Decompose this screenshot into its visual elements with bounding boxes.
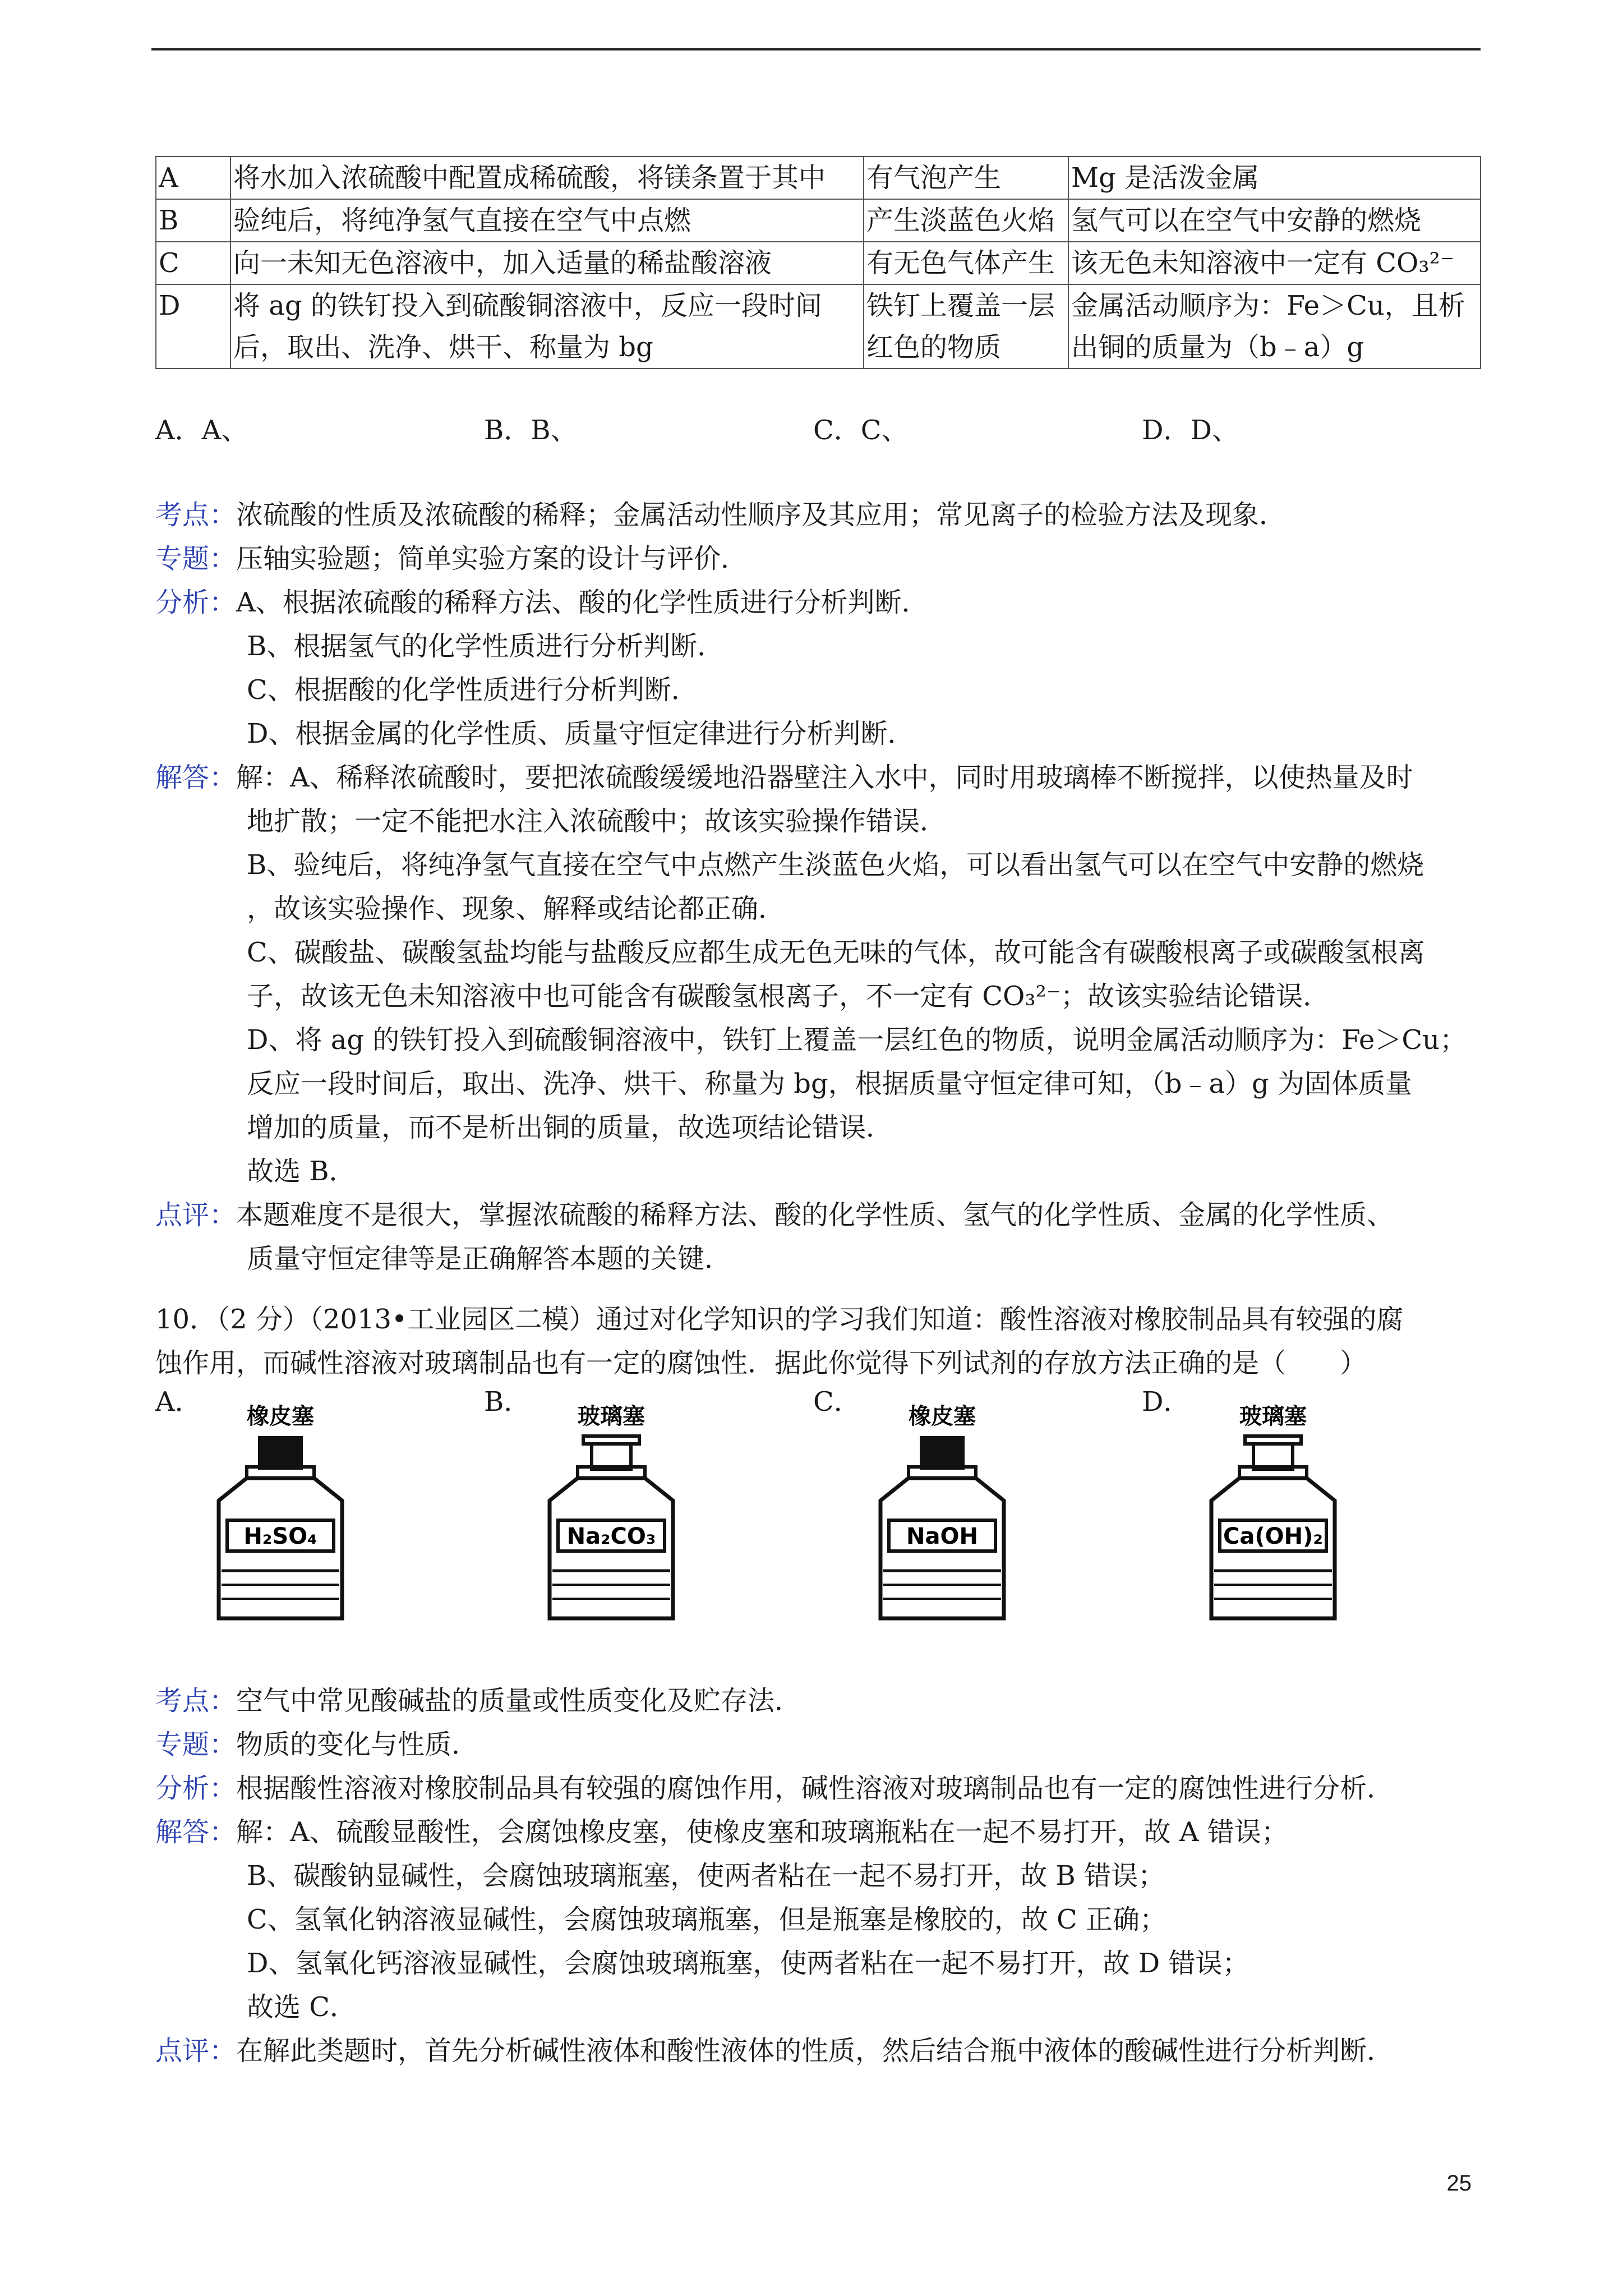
table-row	[156, 284, 1481, 369]
header-rule	[151, 48, 1481, 50]
dianping-text: 在解此类题时，首先分析碱性液体和酸性液体的性质，然后结合瓶中液体的酸碱性进行分析判断．	[236, 2035, 1394, 2067]
bottle-option-b[interactable]	[527, 1402, 695, 1627]
stopper-label: 橡皮塞	[909, 1404, 976, 1429]
bottle-rubber-stopper-icon	[858, 1402, 1026, 1627]
jieda-line: D、氢氧化钙溶液显碱性，会腐蚀玻璃瓶塞，使两者粘在一起不易打开，故 D 错误；	[247, 1948, 1249, 1979]
jieda-line: 故选 C．	[247, 1991, 357, 2023]
conclusion-cell: 金属活动顺序为：Fe＞Cu，且析出铜的质量为（b﹣a）g	[1068, 284, 1481, 369]
zhuanti-text: 压轴实验题；简单实验方案的设计与评价．	[236, 543, 748, 574]
option-cell: D	[156, 284, 230, 369]
jieda-line: 增加的质量，而不是析出铜的质量，故选项结论错误．	[247, 1112, 893, 1143]
fenxi-line: C、根据酸的化学性质进行分析判断．	[247, 674, 698, 706]
answer-option-d[interactable]: D．D、	[1142, 415, 1239, 446]
q10-option-d-letter[interactable]: D．	[1142, 1386, 1191, 1418]
stopper-label: 橡皮塞	[247, 1404, 314, 1429]
fenxi-line: A、根据浓硫酸的稀释方法、酸的化学性质进行分析判断．	[236, 587, 929, 618]
fenxi-line: D、根据金属的化学性质、质量守恒定律进行分析判断．	[247, 718, 915, 749]
table-row	[156, 157, 1481, 199]
kaodian-text: 浓硫酸的性质及浓硫酸的稀释；金属活动性顺序及其应用；常见离子的检验方法及现象．	[236, 499, 1287, 531]
kaodian-label: 考点：	[155, 499, 237, 531]
jieda-line: B、验纯后，将纯净氢气直接在空气中点燃产生淡蓝色火焰，可以看出氢气可以在空气中安静的燃烧	[247, 849, 1424, 881]
jieda-line: 反应一段时间后，取出、洗净、烘干、称量为 bg，根据质量守恒定律可知，（b﹣a）g 为固体质量	[247, 1068, 1413, 1099]
conclusion-cell: 该无色未知溶液中一定有 CO₃²⁻	[1068, 242, 1481, 284]
option-cell: B	[156, 199, 230, 242]
fenxi-line: B、根据氢气的化学性质进行分析判断．	[247, 631, 725, 662]
dianping-label: 点评：	[155, 2035, 237, 2067]
q10-stem-line: 10．（2 分）（2013•工业园区二模）通过对化学知识的学习我们知道：酸性溶液对橡胶制品具有较强的腐	[155, 1304, 1404, 1335]
table-row	[156, 242, 1481, 284]
stopper-label: 玻璃塞	[1239, 1404, 1307, 1429]
kaodian-text: 空气中常见酸碱盐的质量或性质变化及贮存法．	[236, 1685, 802, 1717]
bottle-rubber-stopper-icon	[196, 1402, 365, 1627]
jieda-line: 解：A、硫酸显酸性，会腐蚀橡皮塞，使橡皮塞和玻璃瓶粘在一起不易打开，故 A 错误；	[236, 1816, 1288, 1848]
experiment-table	[155, 156, 1481, 369]
bottle-formula: Na₂CO₃	[566, 1524, 656, 1549]
operation-cell: 向一未知无色溶液中，加入适量的稀盐酸溶液	[230, 242, 864, 284]
jieda-line: C、氢氧化钠溶液显碱性，会腐蚀玻璃瓶塞，但是瓶塞是橡胶的，故 C 正确；	[247, 1904, 1166, 1935]
dianping-line: 本题难度不是很大，掌握浓硫酸的稀释方法、酸的化学性质、氢气的化学性质、金属的化学性质、	[236, 1199, 1394, 1231]
jieda-line: ，故该实验操作、现象、解释或结论都正确．	[247, 893, 786, 924]
bottle-option-d[interactable]	[1189, 1402, 1357, 1627]
operation-cell: 将水加入浓硫酸中配置成稀硫酸，将镁条置于其中	[230, 157, 864, 199]
answer-option-a[interactable]: A．A、	[155, 415, 248, 446]
bottle-formula: Ca(OH)₂	[1223, 1524, 1323, 1549]
dianping-label: 点评：	[155, 1199, 237, 1231]
zhuanti-label: 专题：	[155, 543, 237, 574]
kaodian-label: 考点：	[155, 1685, 237, 1717]
jieda-line: C、碳酸盐、碳酸氢盐均能与盐酸反应都生成无色无味的气体，故可能含有碳酸根离子或碳酸氢根离	[247, 937, 1425, 968]
bottle-option-c[interactable]	[858, 1402, 1026, 1627]
bottle-glass-stopper-icon	[527, 1402, 695, 1627]
phenomenon-cell: 产生淡蓝色火焰	[864, 199, 1068, 242]
q10-option-a-letter[interactable]: A．	[155, 1386, 202, 1418]
option-cell: A	[156, 157, 230, 199]
answer-option-c[interactable]: C．C、	[813, 415, 909, 446]
zhuanti-label: 专题：	[155, 1729, 237, 1760]
page-number: 25	[1446, 2171, 1472, 2196]
phenomenon-cell: 铁钉上覆盖一层红色的物质	[864, 284, 1068, 369]
q10-option-c-letter[interactable]: C．	[813, 1386, 861, 1418]
jieda-line: B、碳酸钠显碱性，会腐蚀玻璃瓶塞，使两者粘在一起不易打开，故 B 错误；	[247, 1860, 1165, 1892]
bottle-formula: H₂SO₄	[243, 1524, 317, 1549]
jieda-line: 子，故该无色未知溶液中也可能含有碳酸氢根离子，不一定有 CO₃²⁻；故该实验结论错误．	[247, 981, 1330, 1012]
zhuanti-text: 物质的变化与性质．	[236, 1729, 479, 1760]
answer-option-b[interactable]: B．B、	[484, 415, 578, 446]
operation-cell: 验纯后，将纯净氢气直接在空气中点燃	[230, 199, 864, 242]
jieda-label: 解答：	[155, 1816, 237, 1848]
jieda-line: D、将 ag 的铁钉投入到硫酸铜溶液中，铁钉上覆盖一层红色的物质，说明金属活动顺序为：Fe＞Cu；	[247, 1024, 1467, 1056]
phenomenon-cell: 有无色气体产生	[864, 242, 1068, 284]
jieda-line: 地扩散；一定不能把水注入浓硫酸中；故该实验操作错误．	[247, 806, 947, 837]
q10-analysis	[155, 1679, 1394, 2073]
fenxi-label: 分析：	[155, 1773, 237, 1804]
jieda-line: 解：A、稀释浓硫酸时，要把浓硫酸缓缓地沿器壁注入水中，同时用玻璃棒不断搅拌，以使热量及时	[236, 762, 1413, 793]
fenxi-text: 根据酸性溶液对橡胶制品具有较强的腐蚀作用，碱性溶液对玻璃制品也有一定的腐蚀性进行分析．	[236, 1773, 1394, 1804]
table-row	[156, 199, 1481, 242]
dianping-line: 质量守恒定律等是正确解答本题的关键．	[247, 1243, 732, 1274]
q9-analysis	[155, 493, 1467, 1281]
stopper-label: 玻璃塞	[578, 1404, 645, 1429]
q10-stem	[155, 1297, 1403, 1385]
q10-option-b-letter[interactable]: B．	[484, 1386, 531, 1418]
phenomenon-cell: 有气泡产生	[864, 157, 1068, 199]
conclusion-cell: 氢气可以在空气中安静的燃烧	[1068, 199, 1481, 242]
option-cell: C	[156, 242, 230, 284]
q10-stem-line: 蚀作用，而碱性溶液对玻璃制品也有一定的腐蚀性．据此你觉得下列试剂的存放方法正确的是（ ）	[155, 1347, 1367, 1379]
jieda-label: 解答：	[155, 762, 237, 793]
fenxi-label: 分析：	[155, 587, 237, 618]
bottle-option-a[interactable]	[196, 1402, 365, 1627]
bottle-formula: NaOH	[906, 1524, 978, 1549]
conclusion-cell: Mg 是活泼金属	[1068, 157, 1481, 199]
jieda-line: 故选 B．	[247, 1156, 356, 1187]
operation-cell: 将 ag 的铁钉投入到硫酸铜溶液中，反应一段时间后，取出、洗净、烘干、称量为 bg	[230, 284, 864, 369]
bottle-glass-stopper-icon	[1189, 1402, 1357, 1627]
